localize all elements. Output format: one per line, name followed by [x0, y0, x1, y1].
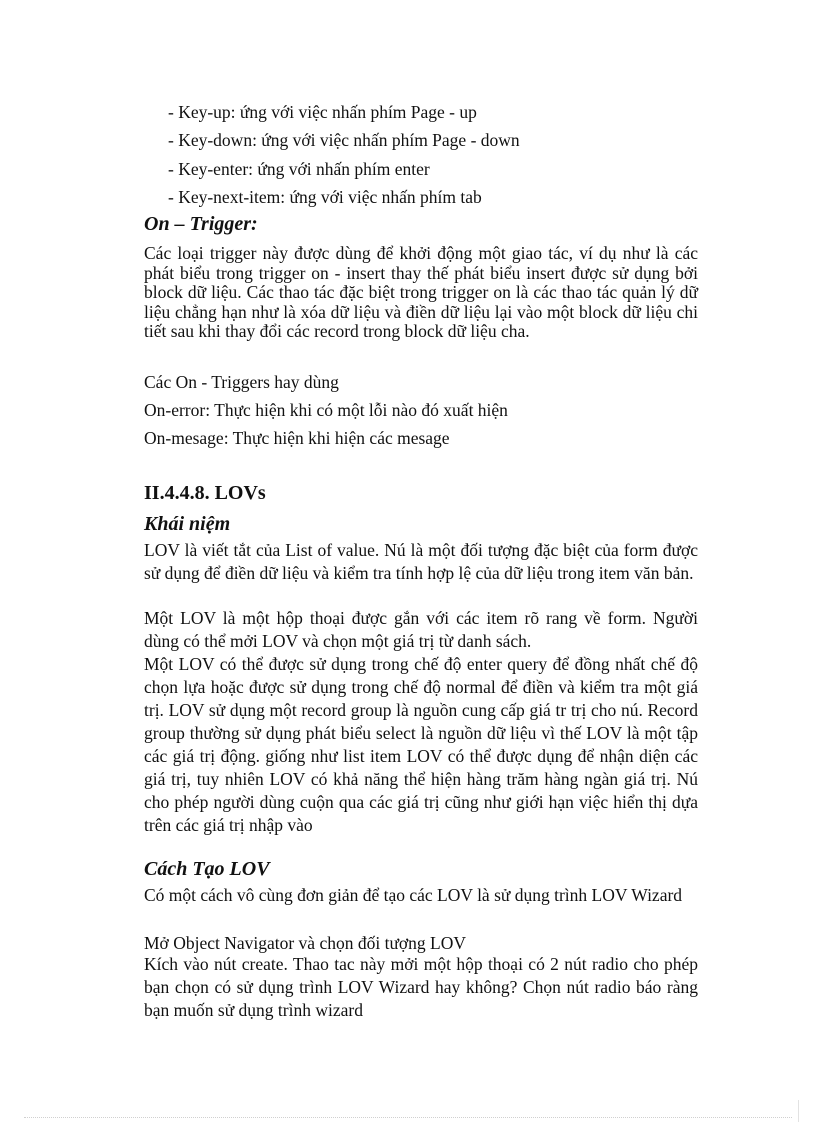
- lov-definition-paragraph: LOV là viết tắt của List of value. Nú là một đối tượng đặc biệt của form được sử dụng để điền dữ liệu và kiểm tra tính hợp lệ của dữ liệu trong item văn bản.: [144, 540, 698, 583]
- on-trigger-paragraph: Các loại trigger này được dùng để khởi động một giao tác, ví dụ như là các phát biểu trong trigger on - insert thay thế phát biểu insert được sử dụng bởi block dữ liệu. Các thao tác đặc biệt trong trigger on là các thao tác quản lý dữ liệu chẳng hạn như là xóa dữ liệu và điền dữ liệu lại vào một block dữ liệu chi tiết sau khi thay đổi các record trong block dữ liệu cha.: [144, 243, 698, 342]
- object-navigator-paragraph: Mở Object Navigator và chọn đối tượng LOV: [144, 933, 467, 953]
- lov-usage-paragraph: Một LOV có thể được sử dụng trong chế độ enter query để đồng nhất chế độ chọn lựa hoặc được sử dụng trong chế độ normal để điền và kiểm tra một giá trị. LOV sử dụng một record group là nguồn cung cấp giá tr trị cho nú. Record group thường sử dụng phát biểu select là nguồn dữ liệu vì thế LOV là một tập các giá trị động. giống như list item LOV có thể được dụng để nhận diện các giá trị, tuy nhiên LOV có khả năng thể hiện hàng trăm hàng ngàn giá trị. Nú cho phép người dùng cuộn qua các giá trị cũng như giới hạn việc hiển thị dựa trên các giá trị nhập vào: [144, 654, 698, 835]
- page-corner-mark: [798, 1100, 799, 1122]
- create-lov-wizard-paragraph: Có một cách vô cùng đơn giản để tạo các LOV là sử dụng trình LOV Wizard: [144, 885, 683, 905]
- create-button-paragraph: Kích vào nút create. Thao tac này mởi một hộp thoại có 2 nút radio cho phép bạn chọn có sử dụng trình LOV Wizard hay không? Chọn nút radio báo ràng bạn muốn sử dụng trình wizard: [144, 954, 698, 1020]
- on-trigger-heading: On – Trigger:: [144, 213, 258, 235]
- list-item: - Key-up: ứng với việc nhấn phím Page - up: [168, 102, 477, 122]
- footer-divider: [24, 1117, 792, 1118]
- list-item: - Key-enter: ứng với nhấn phím enter: [168, 159, 430, 179]
- lov-dialog-paragraph: Một LOV là một hộp thoại được gắn với các item rõ rang về form. Người dùng có thể mởi LOV và chọn một giá trị từ danh sách.: [144, 608, 698, 651]
- concept-heading: Khái niệm: [144, 513, 231, 535]
- on-message-text: On-mesage: Thực hiện khi hiện các mesage: [144, 428, 450, 448]
- common-on-triggers-label: Các On - Triggers hay dùng: [144, 372, 339, 392]
- on-error-text: On-error: Thực hiện khi có một lỗi nào đó xuất hiện: [144, 400, 508, 420]
- list-item: - Key-down: ứng với việc nhấn phím Page - down: [168, 130, 520, 150]
- create-lov-heading: Cách Tạo LOV: [144, 858, 270, 880]
- lov-section-heading: II.4.4.8. LOVs: [144, 482, 266, 504]
- list-item: - Key-next-item: ứng với việc nhấn phím tab: [168, 187, 482, 207]
